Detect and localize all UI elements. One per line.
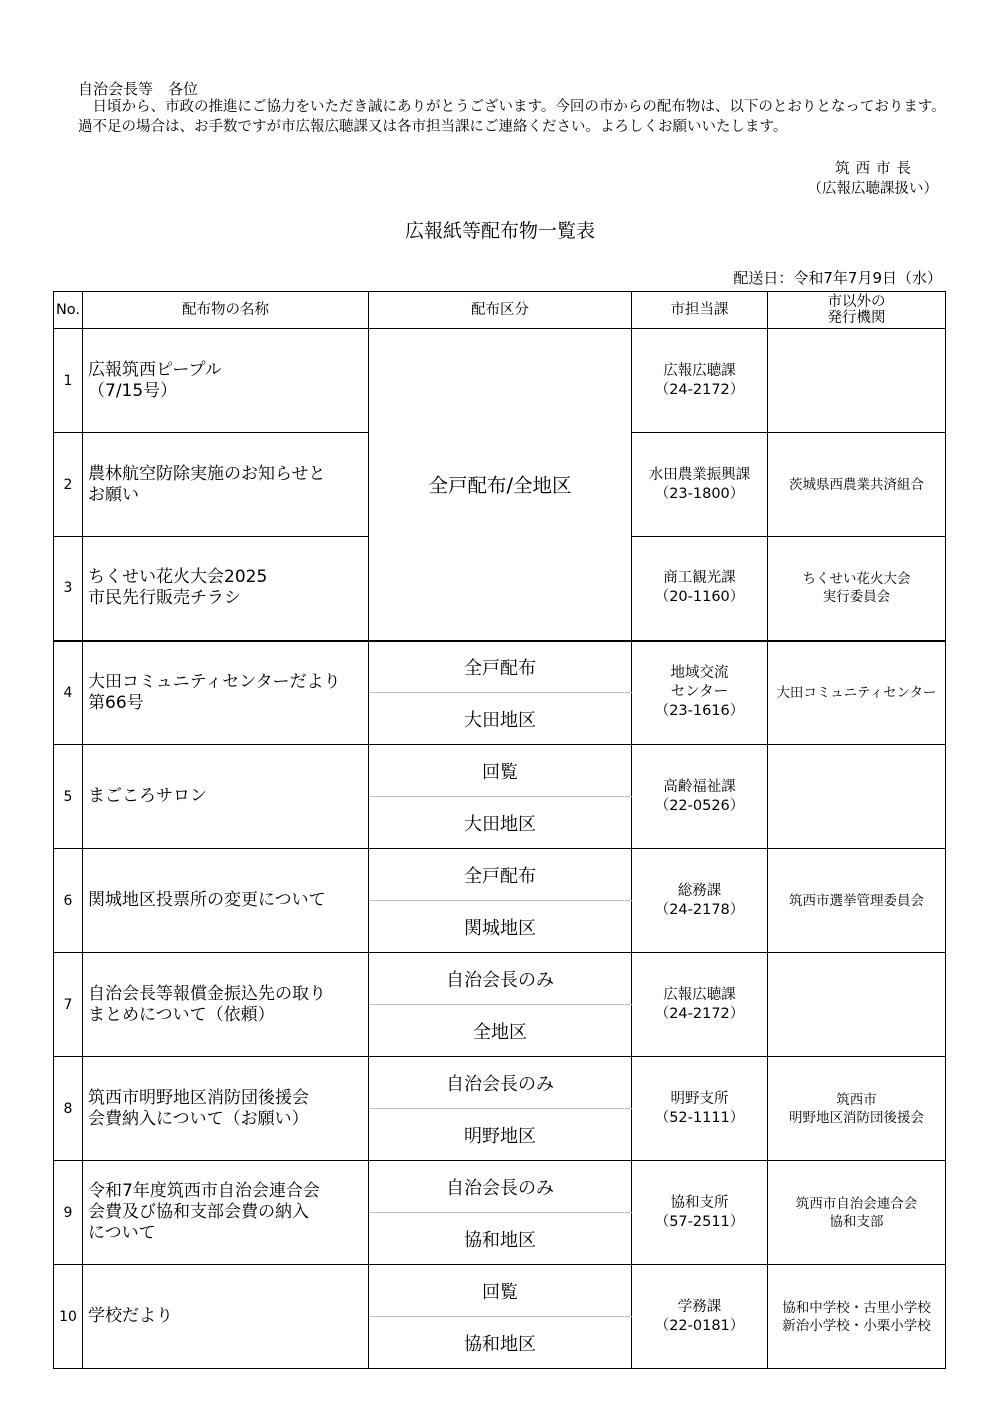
row-name-line1: ちくせい花火大会2025: [88, 567, 268, 588]
header-distribution: 配布区分: [369, 292, 632, 329]
row-department-phone: （52-1111）: [654, 1109, 745, 1126]
row-name-line1: 令和7年度筑西市自治会連合会: [88, 1181, 320, 1201]
table-row: [54, 1161, 946, 1213]
intro-paragraph: 日頃から、市政の推進にご協力をいただき誠にありがとうございます。今回の市からの配布物は、以下のとおりとなっております。過不足の場合は、お手数ですが市広報広聴課又は各市担当課にご連絡ください。よろしくお願いいたします。: [78, 99, 946, 135]
row-department-name: 広報広聴課: [663, 986, 736, 1003]
table-header-row: [54, 292, 946, 329]
row-name: [83, 1265, 369, 1369]
row-name: [83, 433, 369, 537]
row-name: [83, 537, 369, 641]
row-department: [632, 641, 768, 745]
sender-name: 筑西市長: [835, 161, 917, 177]
row-issuer-line1: 筑西市自治会連合会: [795, 1195, 918, 1212]
row-department: [632, 329, 768, 433]
table-row: [54, 849, 946, 901]
row-issuer: [768, 537, 946, 641]
row-distribution-type: 回覧: [369, 1265, 632, 1317]
row-issuer: [768, 1265, 946, 1369]
row-department-phone: （24-2172）: [654, 381, 745, 398]
row-distribution-type: 全戸配布: [369, 641, 632, 693]
row-issuer-line2: 実行委員会: [822, 589, 891, 606]
row-issuer-line2: 明野地区消防団後援会: [789, 1109, 924, 1126]
row-department: [632, 433, 768, 537]
row-issuer-line1: 筑西市選挙管理委員会: [789, 892, 924, 909]
header-issuer-line1: 市以外の: [827, 294, 886, 310]
row-department: [632, 953, 768, 1057]
row-name: [83, 1161, 369, 1265]
row-name-line2: お願い: [88, 484, 139, 505]
row-issuer: [768, 329, 946, 433]
row-department-name: 学務課: [677, 1298, 722, 1315]
row-distribution-area: 全地区: [369, 1005, 632, 1057]
row-no: 7: [54, 953, 83, 1057]
row-name-line1: 学校だより: [88, 1306, 173, 1326]
row-department-phone: （22-0181）: [654, 1317, 745, 1334]
row-issuer: [768, 1057, 946, 1161]
row-issuer-line2: 新治小学校・小栗小学校: [782, 1317, 931, 1334]
row-department-phone: （20-1160）: [654, 589, 745, 606]
row-name-line2: 会費及び協和支部会費の納入: [88, 1202, 309, 1222]
row-distribution-area: 明野地区: [369, 1109, 632, 1161]
row-name: [83, 1057, 369, 1161]
row-distribution-type: 全戸配布: [369, 849, 632, 901]
row-distribution-shared: 全戸配布/全地区: [369, 329, 632, 641]
row-department-name: 総務課: [677, 882, 722, 899]
row-issuer: [768, 745, 946, 849]
row-name: [83, 953, 369, 1057]
row-distribution-area: 協和地区: [369, 1317, 632, 1369]
row-name-line1: まごころサロン: [88, 786, 207, 806]
row-distribution-type: 自治会長のみ: [369, 1161, 632, 1213]
row-issuer: [768, 849, 946, 953]
row-issuer-line2: 協和支部: [829, 1213, 884, 1230]
row-distribution-area: 協和地区: [369, 1213, 632, 1265]
row-name-line2: （7/15号）: [88, 380, 178, 401]
row-issuer-line1: 大田コミュニティセンター: [776, 684, 937, 701]
row-distribution-type: 回覧: [369, 745, 632, 797]
row-name-line1: 大田コミュニティセンターだより: [88, 671, 341, 692]
table-row: [54, 329, 946, 433]
row-no: 5: [54, 745, 83, 849]
row-name: [83, 641, 369, 745]
row-distribution-area: 大田地区: [369, 693, 632, 745]
row-name-line1: 筑西市明野地区消防団後援会: [88, 1087, 309, 1108]
row-department-name: 高齢福祉課: [663, 778, 736, 795]
header-no: No.: [54, 292, 83, 329]
row-issuer: [768, 433, 946, 537]
row-no: 4: [54, 641, 83, 745]
row-department-name: 協和支所: [670, 1194, 729, 1211]
row-name-line3: について: [88, 1223, 156, 1243]
row-name-line2: 市民先行販売チラシ: [88, 588, 241, 609]
row-department-name: 明野支所: [670, 1090, 729, 1107]
row-department: [632, 537, 768, 641]
document-title: 広報紙等配布物一覧表: [404, 220, 595, 242]
row-department: [632, 1161, 768, 1265]
table-row: [54, 1057, 946, 1109]
header-name: 配布物の名称: [83, 292, 369, 329]
row-no: 9: [54, 1161, 83, 1265]
row-no: 1: [54, 329, 83, 433]
row-no: 10: [54, 1265, 83, 1369]
row-name: [83, 745, 369, 849]
row-name-line2: 会費納入について（お願い）: [88, 1108, 309, 1129]
row-department-name: 商工観光課: [663, 570, 736, 587]
header-issuer-line2: 発行機関: [827, 310, 886, 326]
row-distribution-area: 大田地区: [369, 797, 632, 849]
row-department: [632, 1057, 768, 1161]
row-department-name: 広報広聴課: [663, 362, 736, 379]
sender-note: （広報広聴課扱い）: [807, 181, 938, 197]
row-name-line1: 広報筑西ピープル: [88, 359, 222, 380]
distribution-table: [53, 291, 946, 1369]
table-row: [54, 953, 946, 1005]
row-name-line1: 関城地区投票所の変更について: [88, 890, 326, 910]
row-department-phone: （23-1616）: [654, 703, 745, 720]
row-distribution-area: 関城地区: [369, 901, 632, 953]
row-no: 2: [54, 433, 83, 537]
delivery-date: 配送日：令和7年7月9日（水）: [733, 269, 942, 287]
row-issuer-line1: ちくせい花火大会: [802, 571, 911, 588]
table-row: [54, 641, 946, 693]
row-department-phone: （24-2178）: [654, 901, 745, 918]
row-name: [83, 329, 369, 433]
row-department-phone: （22-0526）: [654, 797, 745, 814]
row-issuer: [768, 953, 946, 1057]
table-row: [54, 745, 946, 797]
header-issuer: [768, 292, 946, 329]
row-department-phone: （23-1800）: [654, 485, 745, 502]
row-department-name: 水田農業振興課: [648, 466, 751, 483]
row-no: 3: [54, 537, 83, 641]
row-department-phone: （57-2511）: [654, 1213, 745, 1230]
row-issuer: [768, 641, 946, 745]
row-name-line1: 自治会長等報償金振込先の取り: [88, 983, 326, 1004]
row-issuer-line1: 茨城県西農業共済組合: [789, 476, 924, 493]
row-no: 6: [54, 849, 83, 953]
addressee: 自治会長等 各位: [78, 80, 199, 98]
row-no: 8: [54, 1057, 83, 1161]
row-department: [632, 745, 768, 849]
row-issuer-line1: 協和中学校・古里小学校: [782, 1299, 931, 1316]
row-department: [632, 1265, 768, 1369]
row-name-line2: まとめについて（依頼）: [88, 1004, 275, 1025]
row-issuer-line1: 筑西市: [836, 1091, 877, 1108]
row-issuer: [768, 1161, 946, 1265]
row-distribution-type: 自治会長のみ: [369, 953, 632, 1005]
row-name-line1: 農林航空防除実施のお知らせと: [88, 463, 326, 484]
row-department-name: 地域交流: [670, 665, 729, 682]
table-row: [54, 1265, 946, 1317]
row-name-line2: 第66号: [88, 692, 144, 713]
row-name: [83, 849, 369, 953]
row-department-phone: （24-2172）: [654, 1005, 745, 1022]
row-department: [632, 849, 768, 953]
row-department-name-2: センター: [670, 684, 729, 701]
header-department: 市担当課: [632, 292, 768, 329]
row-distribution-type: 自治会長のみ: [369, 1057, 632, 1109]
